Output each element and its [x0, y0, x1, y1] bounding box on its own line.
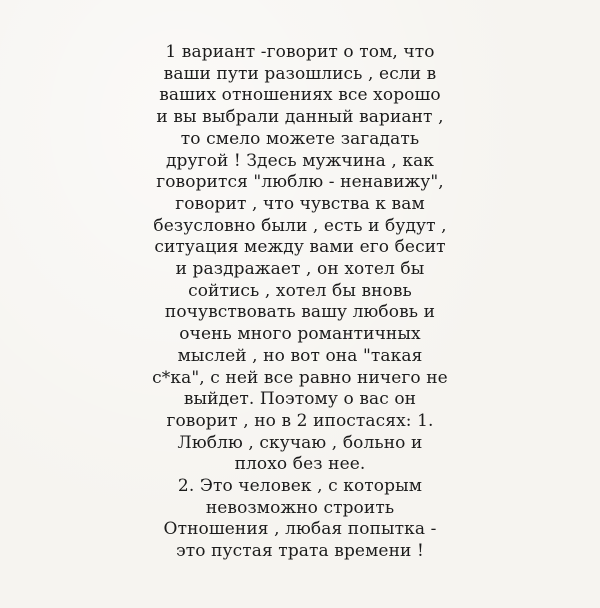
text-line: ситуация между вами его бесит — [154, 237, 446, 258]
text-line: говорится "люблю - ненавижу", — [156, 172, 444, 193]
text-line: ваших отношениях все хорошо — [159, 85, 441, 106]
text-line: невозможно строить — [205, 497, 395, 518]
text-line: с*ка", с ней все равно ничего не — [152, 367, 448, 388]
text-line: говорит , что чувства к вам — [175, 193, 425, 214]
text-line: очень много романтичных — [179, 324, 421, 345]
text-line: плохо без нее. — [234, 454, 366, 475]
text-line: 1 вариант -говорит о том, что — [165, 42, 435, 62]
text-line: мыслей , но вот она "такая — [177, 345, 423, 366]
text-line: и раздражает , он хотел бы — [175, 259, 425, 280]
text-line: сойтись , хотел бы вновь — [188, 280, 412, 301]
document-text — [100, 42, 500, 563]
text-line: безусловно были , есть и будут , — [153, 215, 447, 236]
text-line: другой ! Здесь мужчина , как — [165, 150, 435, 171]
text-line: то смело можете загадать — [180, 128, 420, 149]
text-line: Отношения , любая попытка - — [163, 519, 437, 540]
text-line: это пустая трата времени ! — [176, 541, 424, 562]
text-line: Люблю , скучаю , больно и — [177, 432, 423, 453]
text-line: говорит , но в 2 ипостасях: 1. — [166, 410, 434, 431]
text-line: 2. Это человек , с которым — [177, 476, 423, 497]
text-line: ваши пути разошлись , если в — [163, 63, 437, 84]
text-line: почувствовать вашу любовь и — [164, 302, 436, 323]
text-line: и вы выбрали данный вариант , — [156, 107, 444, 128]
text-line: выйдет. Поэтому о вас он — [183, 389, 417, 410]
